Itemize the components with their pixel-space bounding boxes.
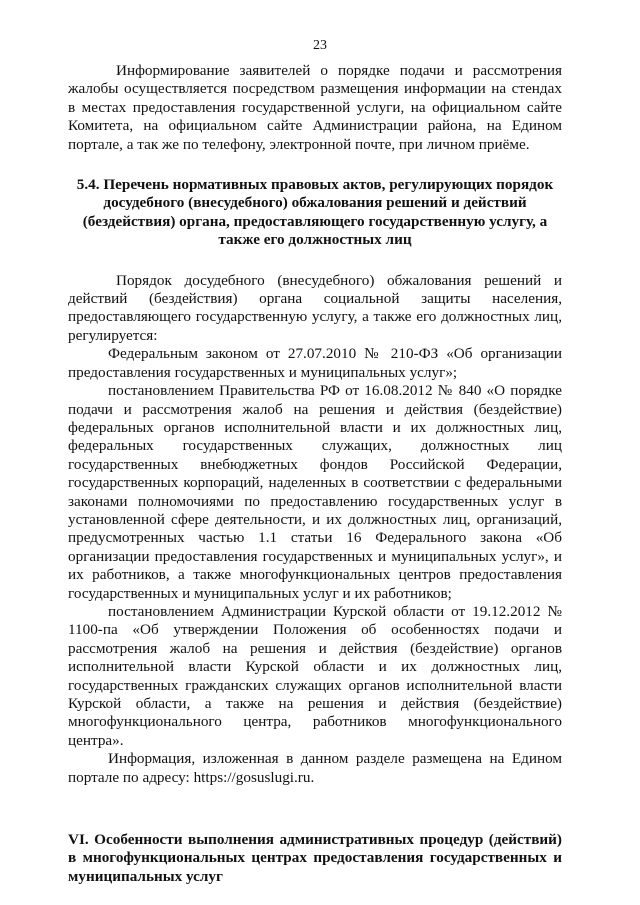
section-5-4-paragraph-1: Порядок досудебного (внесудебного) обжалования решений и действий (бездействия) органа социальной защиты населения, предоставляющего государственную услугу, а также его должностных лиц, регулируется: xyxy=(68,271,562,344)
document-body xyxy=(68,62,562,886)
section-5-4-paragraph-3: постановлением Правительства РФ от 16.08.2012 № 840 «О порядке подачи и рассмотрения жалоб на решения и действия (бездействие) федеральных органов исполнительной власти и их должностных лиц, федеральных государственных служащих, должностных лиц государственных внебюджетных фондов Российской Федерации, государственных корпораций, наделенных в соответствии с федеральными законами полномочиями по предоставлению государственных услуг в установленной сфере деятельности, и их должностных лиц, организаций, предусмотренных частью 1.1 статьи 16 Федерального закона «Об организации предоставления государственных и муниципальных услуг», и их работников, а также многофункциональных центров предоставления государственных и муниципальных услуг и их работников; xyxy=(68,382,562,602)
intro-paragraph: Информирование заявителей о порядке подачи и рассмотрения жалобы осуществляется посредством размещения информации на стендах в местах предоставления государственной услуги, на официальном сайте Комитета, на официальном сайте Администрации района, на Едином портале, а так же по телефону, электронной почте, при личном приёме. xyxy=(68,62,562,153)
section-6-heading: VI. Особенности выполнения административных процедур (действий) в многофункциональных центрах предоставления государственных и муниципальных услуг xyxy=(68,831,562,885)
section-5-4-paragraph-4: постановлением Администрации Курской области от 19.12.2012 № 1100-па «Об утверждении Положения об особенностях подачи и рассмотрения жалоб на решения и действия (бездействие) органов исполнительной власти Курской области и их должностных лиц, государственных гражданских служащих органов исполнительной власти Курской области, а также на решения и действия (бездействие) многофункционального центра, работников многофункционального центра». xyxy=(68,602,562,749)
section-5-4-heading: 5.4. Перечень нормативных правовых актов, регулирующих порядок досудебного (внесудебного) обжалования решений и действий (бездействия) органа, предоставляющего государственную услугу, а также его должностных лиц xyxy=(76,176,554,249)
page-number: 23 xyxy=(313,38,327,53)
section-5-4-paragraph-2: Федеральным законом от 27.07.2010 № 210-ФЗ «Об организации предоставления государственных и муниципальных услуг»; xyxy=(68,345,562,381)
section-5-4-paragraph-5: Информация, изложенная в данном разделе размещена на Едином портале по адресу: https://gosuslugi.ru. xyxy=(68,750,562,786)
